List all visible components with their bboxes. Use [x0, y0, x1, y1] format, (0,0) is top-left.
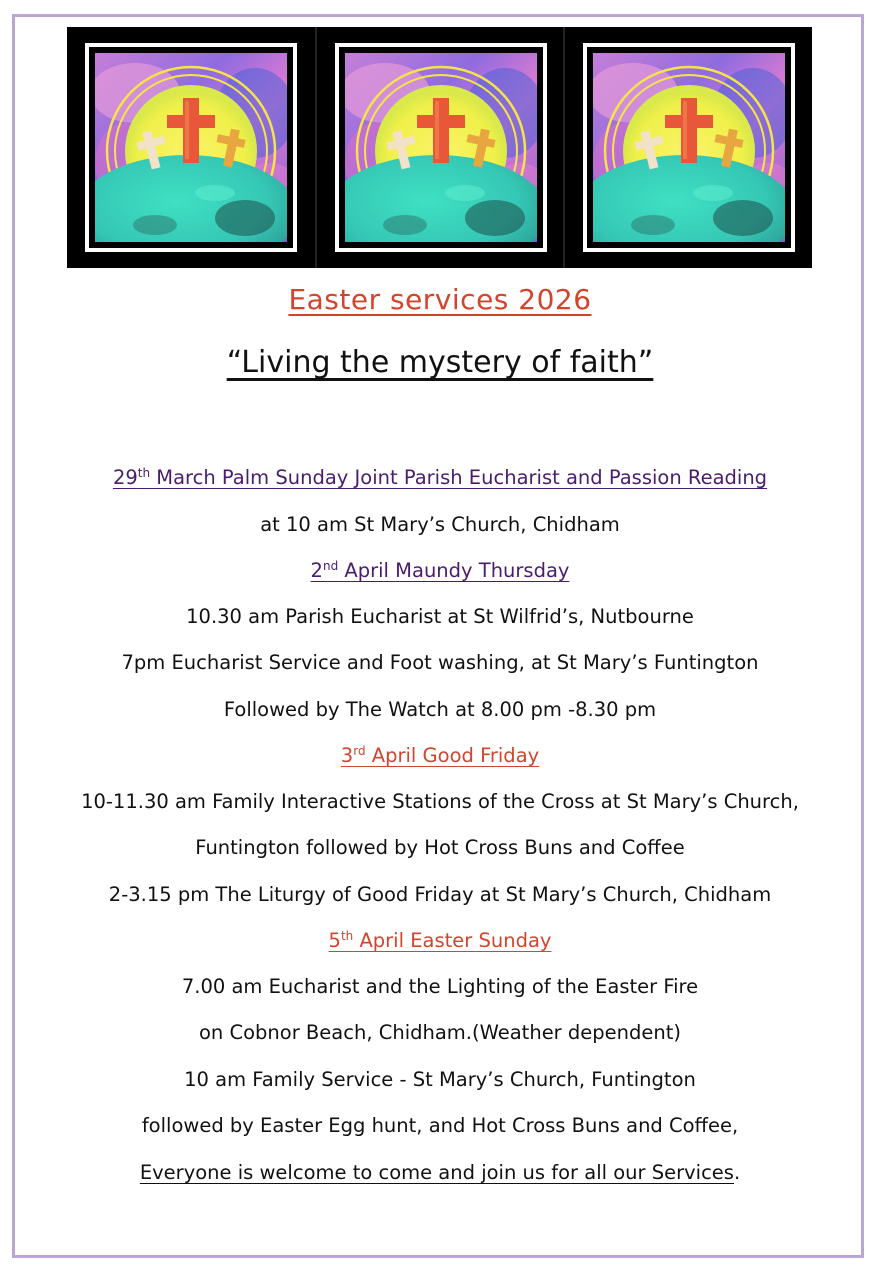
service-line: Funtington followed by Hot Cross Buns and Coffee: [195, 836, 685, 859]
service-line: on Cobnor Beach, Chidham.(Weather dependent): [199, 1021, 681, 1044]
section-heading-palm-sunday: 29th March Palm Sunday Joint Parish Eucharist and Passion Reading: [112, 466, 768, 489]
banner-tile-center: [315, 27, 563, 268]
closing-welcome-text: Everyone is welcome to come and join us for all our Services: [139, 1161, 734, 1184]
banner-tile-right: [563, 27, 811, 268]
service-line: followed by Easter Egg hunt, and Hot Cross Buns and Coffee,: [141, 1114, 739, 1137]
service-line: 10-11.30 am Family Interactive Stations of the Cross at St Mary’s Church,: [81, 790, 799, 813]
banner: [67, 27, 812, 268]
service-line: Followed by The Watch at 8.00 pm -8.30 pm: [223, 698, 657, 721]
section-heading-maundy-thursday: 2nd April Maundy Thursday: [310, 559, 570, 582]
page-title: Easter services 2026: [288, 283, 592, 316]
easter-crosses-artwork-left: [95, 53, 287, 242]
service-line: 10 am Family Service - St Mary’s Church, Funtington: [184, 1068, 696, 1091]
service-line: 7pm Eucharist Service and Foot washing, at St Mary’s Funtington: [121, 651, 759, 674]
banner-tile-left: [67, 27, 315, 268]
page-subtitle: “Living the mystery of faith”: [226, 345, 654, 380]
closing-line: Everyone is welcome to come and join us for all our Services.: [139, 1161, 741, 1184]
section-heading-easter-sunday: 5th April Easter Sunday: [328, 929, 552, 952]
easter-crosses-artwork-center: [345, 53, 537, 242]
service-line: 10.30 am Parish Eucharist at St Wilfrid’s, Nutbourne: [186, 605, 694, 628]
section-heading-good-friday: 3rd April Good Friday: [340, 744, 540, 767]
service-line: at 10 am St Mary’s Church, Chidham: [260, 513, 620, 536]
service-line: 7.00 am Eucharist and the Lighting of the Easter Fire: [181, 975, 699, 998]
service-line: 2-3.15 pm The Liturgy of Good Friday at St Mary’s Church, Chidham: [108, 883, 772, 906]
easter-crosses-artwork-right: [593, 53, 785, 242]
